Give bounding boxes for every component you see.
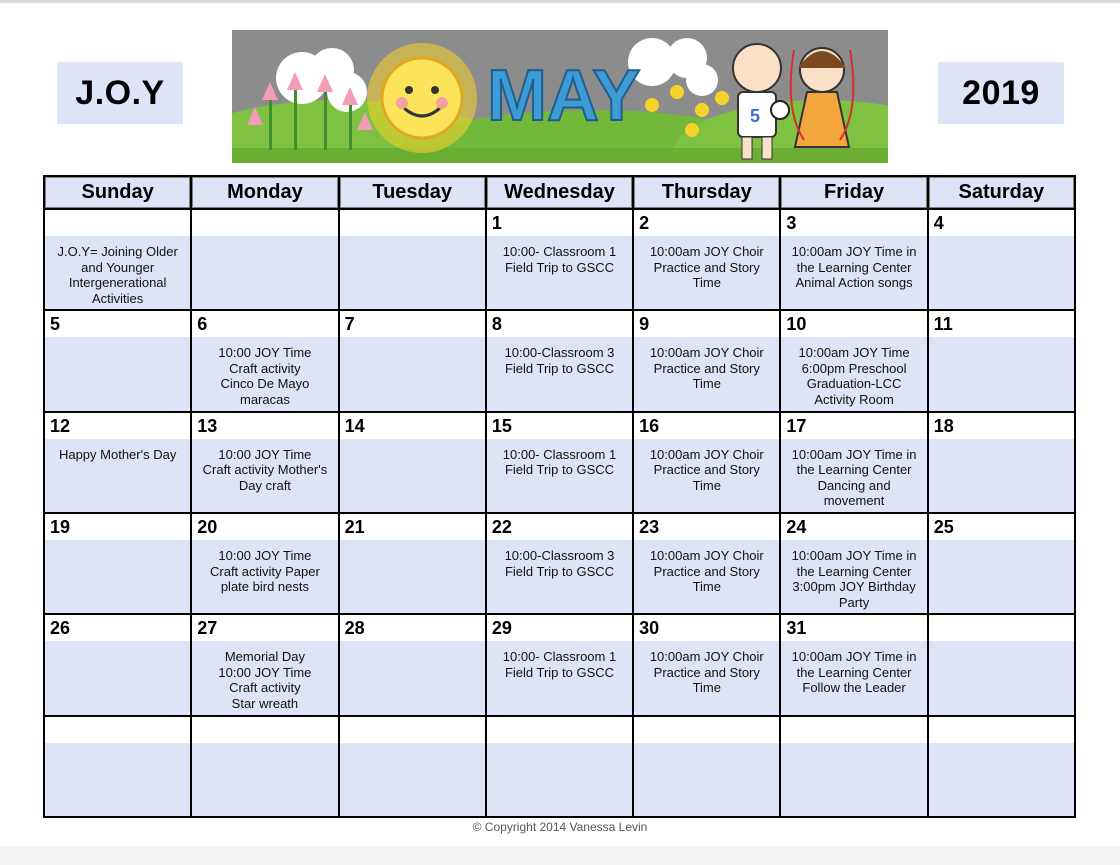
day-cell	[634, 615, 779, 714]
day-number: 24	[781, 514, 926, 540]
year-title: 2019	[938, 62, 1064, 124]
day-events	[45, 641, 190, 714]
day-number: 17	[781, 413, 926, 439]
day-cell	[929, 514, 1074, 613]
day-number: 10	[781, 311, 926, 337]
day-number	[929, 717, 1074, 743]
day-number	[192, 717, 337, 743]
day-cell	[634, 514, 779, 613]
day-events: Happy Mother's Day	[58, 446, 177, 462]
day-number: 9	[634, 311, 779, 337]
day-cell	[340, 514, 485, 613]
day-events	[929, 540, 1074, 613]
day-events: 10:00am JOY Choir Practice and Story Time	[649, 345, 764, 392]
day-number: 25	[929, 514, 1074, 540]
day-events	[634, 743, 779, 816]
day-events: 10:00am JOY Time in the Learning Center 3:00pm JOY Birthday Party	[791, 548, 917, 610]
day-cell	[781, 413, 926, 512]
day-number: 15	[487, 413, 632, 439]
day-events	[487, 743, 632, 816]
day-cell	[340, 717, 485, 816]
weekday-header: Thursday	[634, 177, 779, 208]
day-events: 10:00 JOY Time Craft activity Paper plate bird nests	[210, 548, 320, 594]
calendar-grid	[43, 175, 1076, 818]
day-number: 21	[340, 514, 485, 540]
day-number: 20	[192, 514, 337, 540]
day-cell	[192, 514, 337, 613]
day-cell	[634, 210, 779, 309]
day-number: 14	[340, 413, 485, 439]
day-number: 16	[634, 413, 779, 439]
day-number: 30	[634, 615, 779, 641]
day-cell	[487, 210, 632, 309]
day-events: 10:00 JOY Time Craft activity Cinco De Mayo maracas	[218, 345, 312, 407]
may-banner	[232, 30, 888, 163]
day-number: 22	[487, 514, 632, 540]
day-cell	[487, 514, 632, 613]
day-events	[340, 236, 485, 309]
day-number	[634, 717, 779, 743]
day-cell	[340, 615, 485, 714]
grass-strip	[232, 148, 888, 163]
banner-month: MAY	[487, 56, 641, 136]
day-cell	[929, 210, 1074, 309]
day-cell	[634, 717, 779, 816]
day-number	[192, 210, 337, 236]
day-events	[340, 743, 485, 816]
day-number: 27	[192, 615, 337, 641]
copyright-footer: © Copyright 2014 Vanessa Levin	[472, 820, 648, 834]
day-cell	[634, 413, 779, 512]
day-number: 3	[781, 210, 926, 236]
day-number: 12	[45, 413, 190, 439]
day-events: 10:00am JOY Time 6:00pm Preschool Graduation-LCC Activity Room	[798, 345, 910, 407]
shirt-number: 5	[750, 106, 761, 126]
day-number	[929, 615, 1074, 641]
day-events: 10:00am JOY Choir Practice and Story Time	[649, 244, 764, 290]
day-events: 10:00am JOY Choir Practice and Story Time	[649, 446, 764, 493]
day-events	[929, 439, 1074, 512]
day-number: 7	[340, 311, 485, 337]
day-cell	[781, 210, 926, 309]
day-events: 10:00- Classroom 1 Field Trip to GSCC	[502, 244, 617, 275]
day-cell	[45, 311, 190, 410]
weekday-header: Sunday	[45, 177, 190, 208]
day-number: 31	[781, 615, 926, 641]
day-cell	[487, 717, 632, 816]
day-events	[929, 337, 1074, 410]
org-title: J.O.Y	[57, 62, 183, 124]
day-events	[929, 236, 1074, 309]
day-number	[487, 717, 632, 743]
day-events	[192, 236, 337, 309]
day-number	[781, 717, 926, 743]
day-number: 19	[45, 514, 190, 540]
day-cell	[45, 615, 190, 714]
day-number	[340, 210, 485, 236]
day-cell	[487, 311, 632, 410]
day-number: 5	[45, 311, 190, 337]
day-cell	[45, 514, 190, 613]
day-events	[929, 641, 1074, 714]
top-rule	[0, 0, 1120, 3]
day-cell	[340, 311, 485, 410]
girl-figure	[791, 48, 854, 147]
day-number: 13	[192, 413, 337, 439]
day-cell	[781, 311, 926, 410]
day-events	[340, 540, 485, 613]
day-events: 10:00 JOY Time Craft activity Mother's Day craft	[202, 446, 328, 493]
day-cell	[192, 311, 337, 410]
day-cell	[45, 717, 190, 816]
day-number	[45, 717, 190, 743]
weekday-header: Monday	[192, 177, 337, 208]
day-number: 28	[340, 615, 485, 641]
day-cell	[781, 615, 926, 714]
day-number: 18	[929, 413, 1074, 439]
day-events: 10:00-Classroom 3 Field Trip to GSCC	[504, 345, 615, 376]
day-events	[781, 743, 926, 816]
day-cell	[487, 615, 632, 714]
day-cell	[929, 413, 1074, 512]
day-events	[192, 743, 337, 816]
day-cell	[634, 311, 779, 410]
day-number: 6	[192, 311, 337, 337]
day-cell	[781, 514, 926, 613]
day-cell	[929, 311, 1074, 410]
day-events: 10:00- Classroom 1 Field Trip to GSCC	[502, 446, 617, 478]
day-events: 10:00am JOY Time in the Learning Center Follow the Leader	[791, 649, 917, 696]
bottom-rule	[0, 846, 1120, 865]
day-cell	[45, 413, 190, 512]
day-number	[45, 210, 190, 236]
day-number: 2	[634, 210, 779, 236]
day-number: 4	[929, 210, 1074, 236]
day-events	[340, 337, 485, 410]
day-events: 10:00am JOY Choir Practice and Story Time	[649, 548, 764, 594]
day-events: Memorial Day 10:00 JOY Time Craft activity Star wreath	[218, 649, 312, 711]
weekday-header: Saturday	[929, 177, 1074, 208]
day-cell	[929, 615, 1074, 714]
day-events	[45, 540, 190, 613]
day-number: 1	[487, 210, 632, 236]
day-events: 10:00am JOY Time in the Learning Center Animal Action songs	[791, 244, 917, 290]
weekday-header: Friday	[781, 177, 926, 208]
day-cell	[192, 615, 337, 714]
day-cell	[192, 717, 337, 816]
day-cell	[192, 210, 337, 309]
weekday-header: Wednesday	[487, 177, 632, 208]
day-events	[340, 439, 485, 512]
day-number: 23	[634, 514, 779, 540]
day-number: 26	[45, 615, 190, 641]
day-events: J.O.Y= Joining Older and Younger Intergenerational Activities	[57, 244, 178, 306]
day-cell	[340, 413, 485, 512]
day-number: 11	[929, 311, 1074, 337]
day-cell	[192, 413, 337, 512]
day-number: 8	[487, 311, 632, 337]
day-events: 10:00am JOY Choir Practice and Story Time	[649, 649, 764, 696]
weekday-header: Tuesday	[340, 177, 485, 208]
day-cell	[781, 717, 926, 816]
day-events: 10:00-Classroom 3 Field Trip to GSCC	[504, 548, 615, 579]
sun-icon	[367, 43, 477, 153]
day-cell	[45, 210, 190, 309]
day-events: 10:00am JOY Time in the Learning Center Dancing and movement	[791, 446, 917, 509]
day-number: 29	[487, 615, 632, 641]
day-events	[340, 641, 485, 714]
day-cell	[487, 413, 632, 512]
day-events	[929, 743, 1074, 816]
day-cell	[340, 210, 485, 309]
day-events	[45, 337, 190, 410]
day-number	[340, 717, 485, 743]
day-events: 10:00- Classroom 1 Field Trip to GSCC	[502, 649, 617, 680]
day-cell	[929, 717, 1074, 816]
day-events	[45, 743, 190, 816]
